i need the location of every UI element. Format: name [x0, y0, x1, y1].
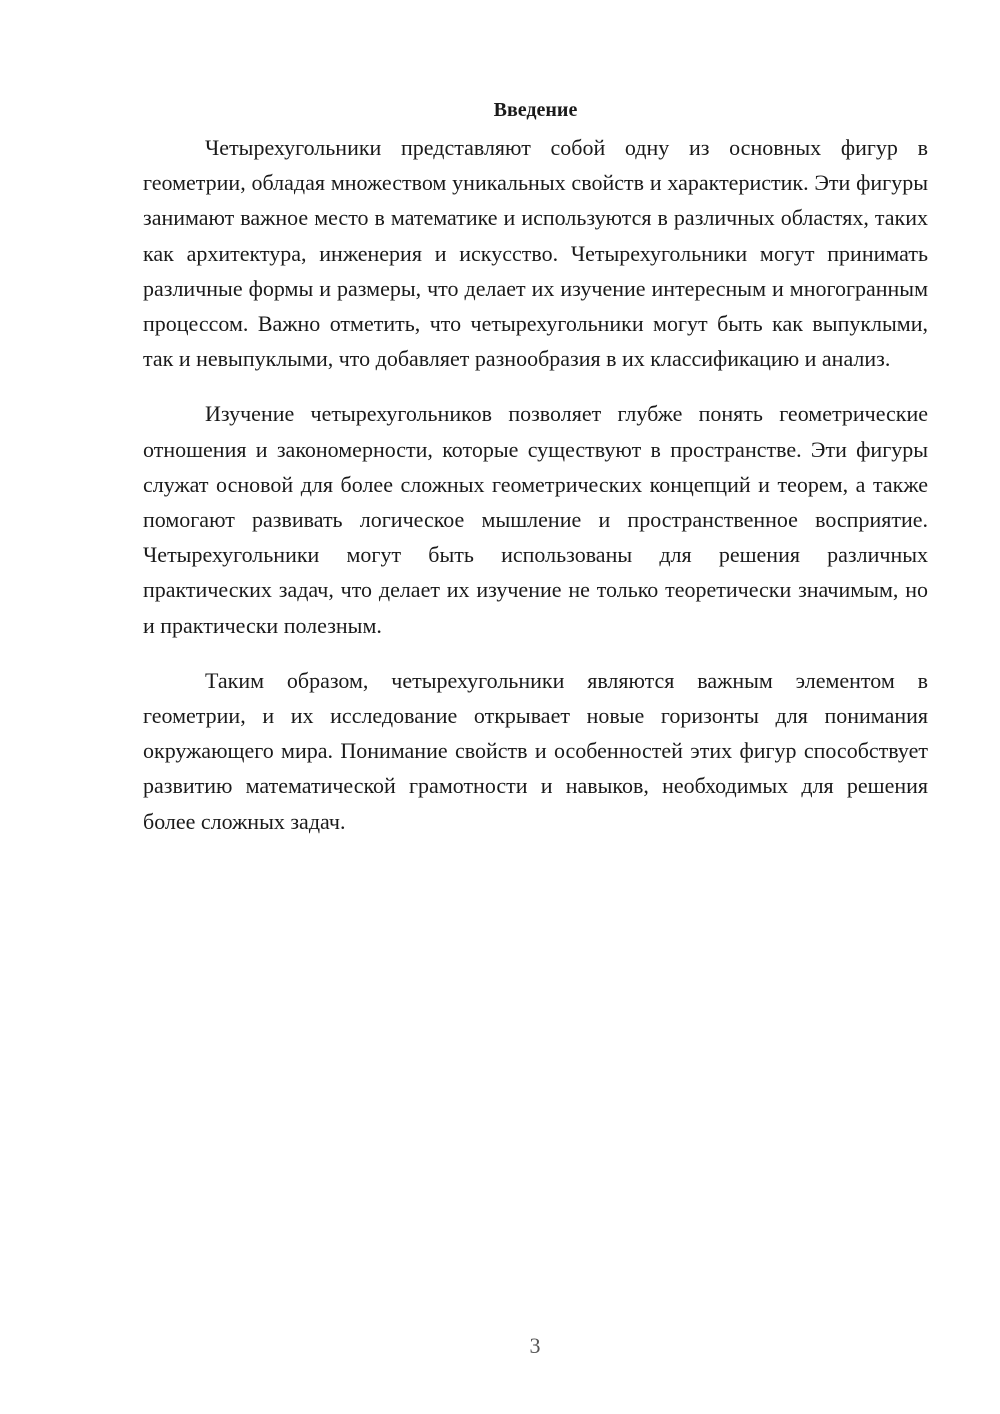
section-heading: Введение [493, 99, 578, 121]
paragraph-2: Изучение четырехугольников позволяет глубже понять геометрические отношения и закономерности, которые существуют в пространстве. Эти фигуры служат основой для более сложных геометрических концепций и теорем, а также помогают развивать логическое мышление и пространственное восприятие. Четырехугольники могут быть использованы для решения различных практических задач, что делает их изучение не только теоретически значимым, но и практически полезным. [143, 401, 928, 638]
document-page [143, 92, 928, 859]
paragraph-1: Четырехугольники представляют собой одну из основных фигур в геометрии, обладая множеством уникальных свойств и характеристик. Эти фигуры занимают важное место в математике и используются в различных областях, таких как архитектура, инженерия и искусство. Четырехугольники могут принимать различные формы и размеры, что делает их изучение интересным и многогранным процессом. Важно отметить, что четырехугольники могут быть как выпуклыми, так и невыпуклыми, что добавляет разнообразия в их классификацию и анализ. [143, 135, 928, 372]
paragraph-3: Таким образом, четырехугольники являются важным элементом в геометрии, и их исследование открывает новые горизонты для понимания окружающего мира. Понимание свойств и особенностей этих фигур способствует развитию математической грамотности и навыков, необходимых для решения более сложных задач. [143, 667, 928, 834]
page-number: 3 [529, 1333, 541, 1358]
